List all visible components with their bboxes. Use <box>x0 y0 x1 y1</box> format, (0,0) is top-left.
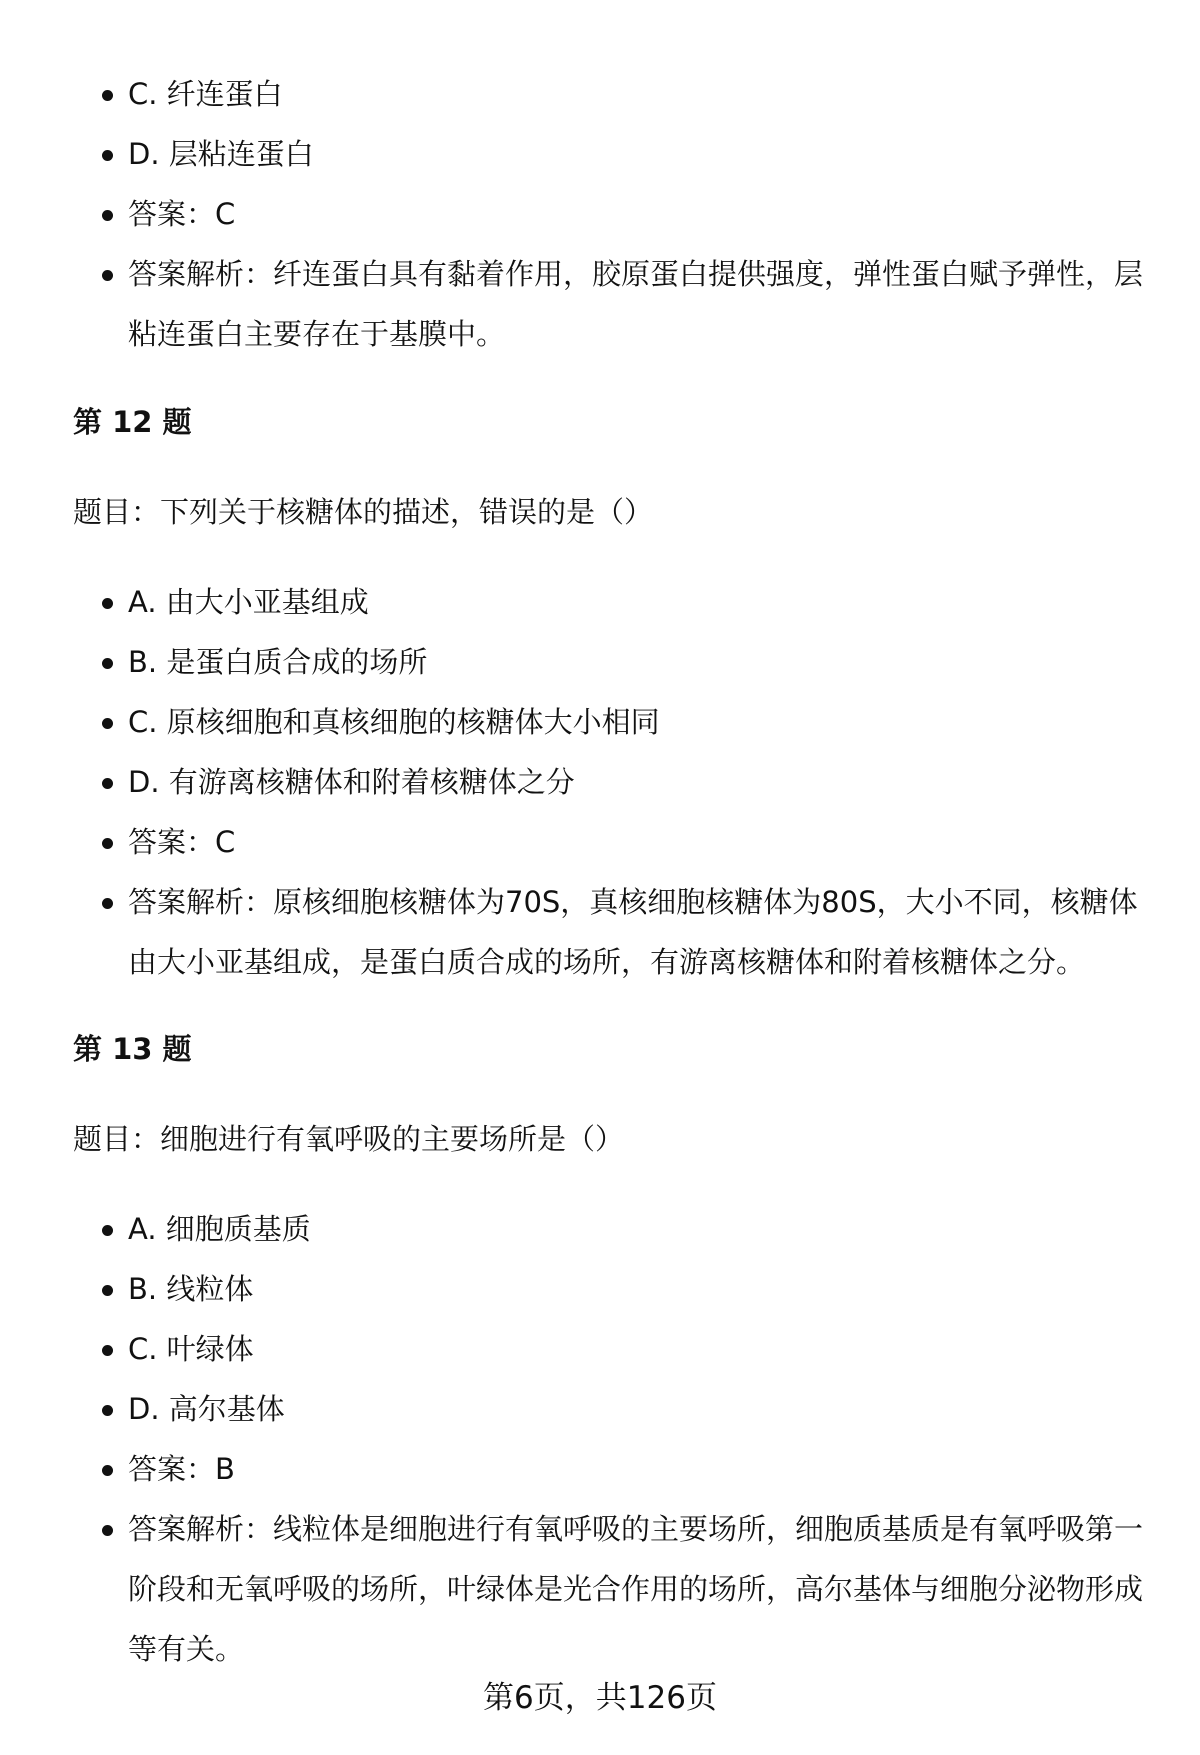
question-heading: 第 13 题 <box>73 1032 192 1066</box>
bullet <box>102 718 113 729</box>
bullet <box>102 210 113 221</box>
option-c: C. 纤连蛋白 <box>128 64 1158 124</box>
bullet <box>102 1225 113 1236</box>
bullet <box>102 1345 113 1356</box>
option-c: C. 叶绿体 <box>128 1319 1158 1379</box>
option-d: D. 层粘连蛋白 <box>128 124 1158 184</box>
option-a: A. 由大小亚基组成 <box>128 572 1158 632</box>
answer: 答案：C <box>128 184 1158 244</box>
option-b: B. 线粒体 <box>128 1259 1158 1319</box>
question-heading: 第 12 题 <box>73 405 192 439</box>
option-d: D. 高尔基体 <box>128 1379 1158 1439</box>
bullet <box>102 270 113 281</box>
question-stem: 题目：细胞进行有氧呼吸的主要场所是（） <box>73 1122 625 1156</box>
bullet <box>102 838 113 849</box>
option-d: D. 有游离核糖体和附着核糖体之分 <box>128 752 1158 812</box>
bullet <box>102 1405 113 1416</box>
bullet <box>102 658 113 669</box>
answer-explanation: 答案解析：线粒体是细胞进行有氧呼吸的主要场所，细胞质基质是有氧呼吸第一阶段和无氧呼吸的场所，叶绿体是光合作用的场所，高尔基体与细胞分泌物形成等有关。 <box>128 1499 1158 1679</box>
bullet <box>102 778 113 789</box>
question-stem: 题目：下列关于核糖体的描述，错误的是（） <box>73 495 654 529</box>
bullet <box>102 1285 113 1296</box>
option-c: C. 原核细胞和真核细胞的核糖体大小相同 <box>128 692 1158 752</box>
answer-explanation: 答案解析：原核细胞核糖体为70S，真核细胞核糖体为80S，大小不同，核糖体由大小亚基组成，是蛋白质合成的场所，有游离核糖体和附着核糖体之分。 <box>128 872 1158 992</box>
bullet <box>102 1465 113 1476</box>
answer: 答案：B <box>128 1439 1158 1499</box>
option-a: A. 细胞质基质 <box>128 1199 1158 1259</box>
bullet <box>102 598 113 609</box>
answer: 答案：C <box>128 812 1158 872</box>
bullet <box>102 90 113 101</box>
page-number: 第6页，共126页 <box>483 1680 717 1716</box>
option-b: B. 是蛋白质合成的场所 <box>128 632 1158 692</box>
answer-explanation: 答案解析：纤连蛋白具有黏着作用，胶原蛋白提供强度，弹性蛋白赋予弹性，层粘连蛋白主要存在于基膜中。 <box>128 244 1158 364</box>
bullet <box>102 150 113 161</box>
bullet <box>102 898 113 909</box>
bullet <box>102 1525 113 1536</box>
